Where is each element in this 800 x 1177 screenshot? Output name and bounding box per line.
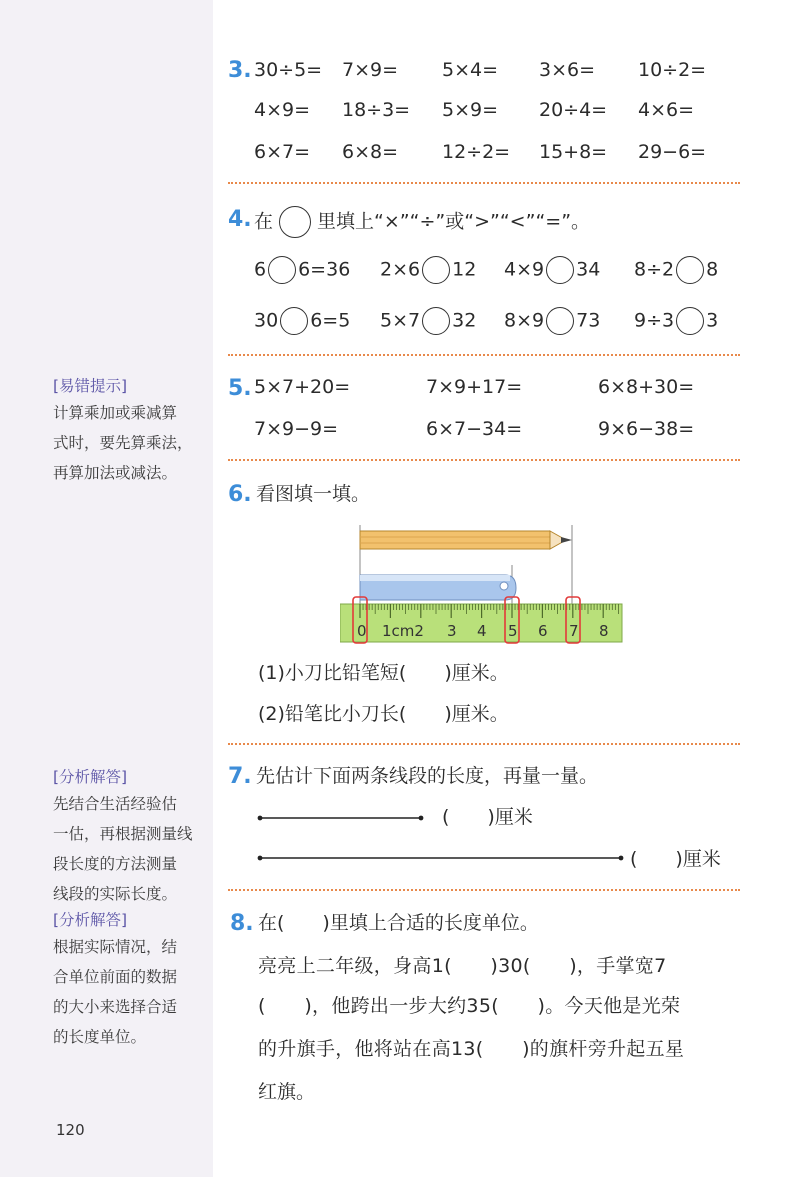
tip-line: 再算加法或减法。 (53, 464, 178, 482)
answer-circle[interactable] (422, 307, 450, 335)
compare-item (254, 307, 350, 335)
q4-intro-b: 里填上“×”“÷”或“>”“<”“=”。 (317, 210, 591, 233)
compare-item (380, 307, 476, 335)
compare-item (504, 307, 600, 335)
compare-right: 6=36 (298, 258, 351, 281)
section-divider (228, 889, 740, 891)
q8-line: 亮亮上二年级，身高1( )30( )，手掌宽7 (258, 955, 667, 977)
tip-line: 根据实际情况，结 (53, 938, 178, 956)
compare-item (254, 256, 350, 284)
compare-left: 8÷2 (634, 258, 675, 281)
q6-title: 看图填一填。 (256, 483, 371, 505)
ruler-labels (357, 622, 609, 640)
page-number: 120 (56, 1121, 85, 1139)
math-expression: 18÷3= (342, 99, 411, 121)
compare-left: 8×9 (504, 309, 545, 332)
math-expression: 10÷2= (638, 59, 707, 81)
compare-right: 12 (452, 258, 477, 281)
compare-right: 8 (706, 258, 719, 281)
section-divider (228, 743, 740, 745)
answer-circle[interactable] (676, 256, 704, 284)
math-expression: 30÷5= (254, 59, 323, 81)
compare-item (634, 256, 718, 284)
compare-left: 2×6 (380, 258, 421, 281)
q8-line: 的升旗手，他将站在高13( )的旗杆旁升起五星 (258, 1038, 685, 1060)
tip-heading: [易错提示] (53, 377, 128, 395)
pencil-icon (360, 531, 572, 549)
answer-circle[interactable] (546, 256, 574, 284)
compare-left: 30 (254, 309, 279, 332)
ruler-label: 5 (508, 622, 518, 640)
answer-circle[interactable] (546, 307, 574, 335)
answer-circle[interactable] (676, 307, 704, 335)
ruler-label: 8 (599, 622, 609, 640)
ruler-label: 6 (538, 622, 548, 640)
q4-instruction (254, 206, 590, 238)
question-8-number: 8. (230, 911, 254, 936)
math-expression: 5×7+20= (254, 376, 351, 398)
compare-left: 5×7 (380, 309, 421, 332)
compare-left: 6 (254, 258, 267, 281)
q7-title: 先估计下面两条线段的长度，再量一量。 (256, 765, 599, 787)
section-divider (228, 459, 740, 461)
question-6-number: 6. (228, 482, 252, 507)
math-expression: 9×6−38= (598, 418, 695, 440)
compare-left: 9÷3 (634, 309, 675, 332)
segment-1 (258, 816, 424, 821)
ruler-label: 4 (477, 622, 487, 640)
ruler-label: 3 (447, 622, 457, 640)
math-expression: 4×9= (254, 99, 311, 121)
compare-item (380, 256, 476, 284)
math-expression: 7×9+17= (426, 376, 523, 398)
compare-right: 6=5 (310, 309, 351, 332)
compare-right: 3 (706, 309, 719, 332)
q7-blank-2[interactable]: ( )厘米 (630, 848, 721, 870)
segment-2 (258, 856, 624, 861)
math-expression: 6×7= (254, 141, 311, 163)
math-expression: 3×6= (539, 59, 596, 81)
math-expression: 5×4= (442, 59, 499, 81)
math-expression: 20÷4= (539, 99, 608, 121)
q6-sub1: (1)小刀比铅笔短( )厘米。 (258, 662, 509, 684)
answer-circle[interactable] (268, 256, 296, 284)
tip-line: 段长度的方法测量 (53, 855, 178, 873)
math-expression: 4×6= (638, 99, 695, 121)
compare-item (504, 256, 600, 284)
math-expression: 7×9−9= (254, 418, 339, 440)
math-expression: 12÷2= (442, 141, 511, 163)
q8-title: 在( )里填上合适的长度单位。 (258, 912, 539, 934)
tip-line: 一估，再根据测量线 (53, 825, 193, 843)
answer-circle[interactable] (279, 206, 311, 238)
math-expression: 6×7−34= (426, 418, 523, 440)
tip-heading: [分析解答] (53, 911, 128, 929)
section-divider (228, 354, 740, 356)
ruler-label: 0 (357, 622, 367, 640)
tip-heading: [分析解答] (53, 768, 128, 786)
ruler-figure (340, 520, 630, 650)
q8-line: 红旗。 (258, 1081, 316, 1103)
q6-sub2: (2)铅笔比小刀长( )厘米。 (258, 703, 509, 725)
math-expression: 7×9= (342, 59, 399, 81)
tip-line: 合单位前面的数据 (53, 968, 178, 986)
q4-intro-a: 在 (254, 210, 274, 233)
q8-line: ( )，他跨出一步大约35( )。今天他是光荣 (258, 995, 681, 1017)
q7-blank-1[interactable]: ( )厘米 (442, 806, 533, 828)
tip-line: 线段的实际长度。 (53, 885, 178, 903)
compare-left: 4×9 (504, 258, 545, 281)
tip-line: 式时，要先算乘法， (53, 434, 193, 452)
math-expression: 29−6= (638, 141, 707, 163)
answer-circle[interactable] (422, 256, 450, 284)
question-5-number: 5. (228, 376, 252, 401)
question-3-number: 3. (228, 58, 252, 83)
answer-circle[interactable] (280, 307, 308, 335)
ruler-label: 7 (569, 622, 579, 640)
compare-right: 34 (576, 258, 601, 281)
math-expression: 6×8+30= (598, 376, 695, 398)
compare-item (634, 307, 718, 335)
tip-line: 先结合生活经验估 (53, 795, 178, 813)
compare-right: 32 (452, 309, 477, 332)
tip-line: 计算乘加或乘减算 (53, 404, 178, 422)
ruler-label: 1cm2 (382, 622, 424, 640)
question-4-number: 4. (228, 207, 252, 232)
compare-right: 73 (576, 309, 601, 332)
math-expression: 6×8= (342, 141, 399, 163)
math-expression: 5×9= (442, 99, 499, 121)
question-7-number: 7. (228, 764, 252, 789)
tip-line: 的长度单位。 (53, 1028, 147, 1046)
section-divider (228, 182, 740, 184)
knife-icon (360, 575, 516, 600)
math-expression: 15+8= (539, 141, 608, 163)
tip-line: 的大小来选择合适 (53, 998, 178, 1016)
